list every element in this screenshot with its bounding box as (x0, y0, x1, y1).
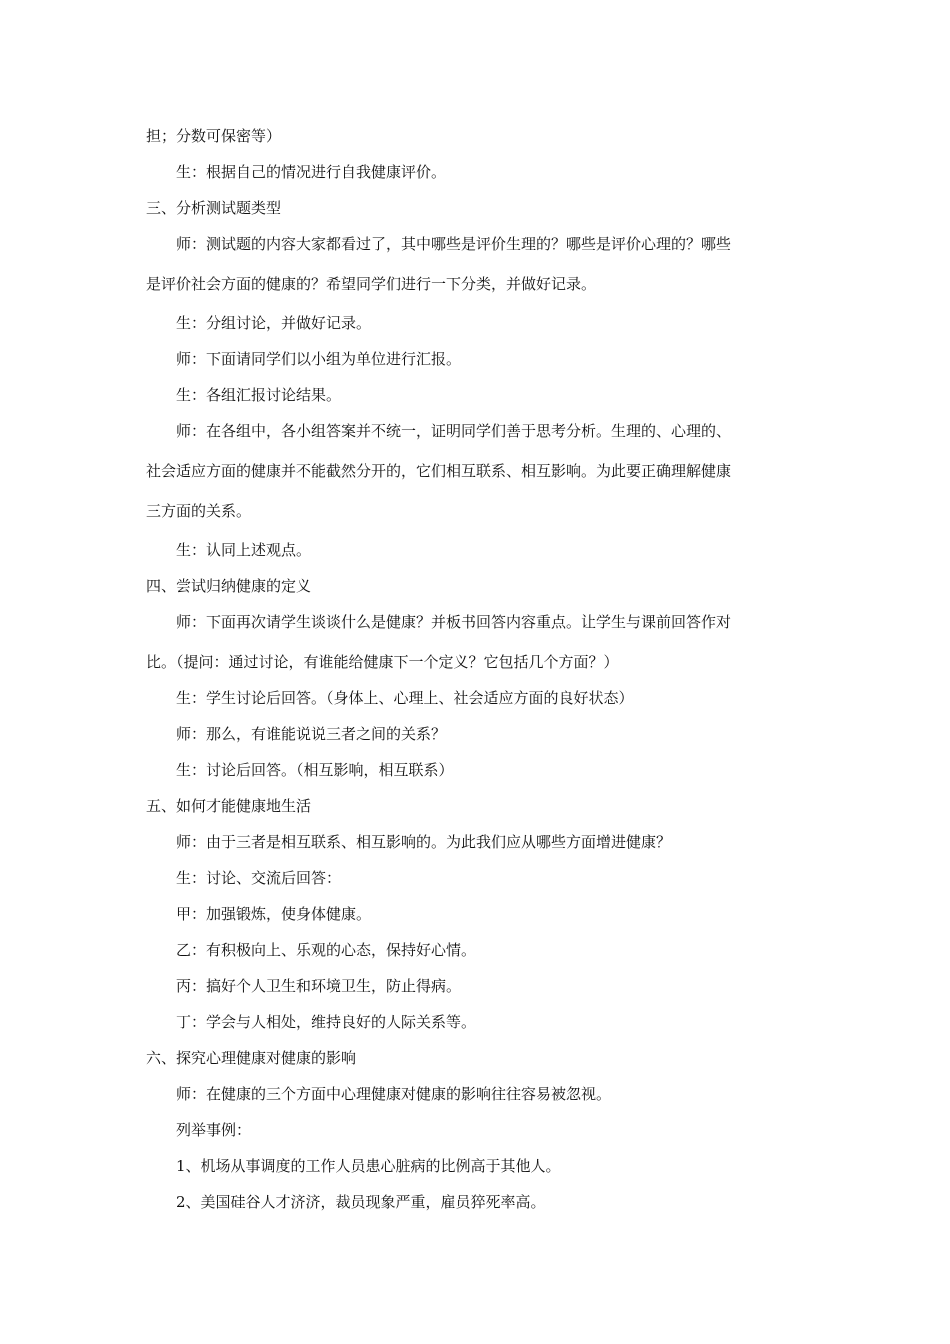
teacher-line: 师：下面再次请学生谈谈什么是健康？并板书回答内容重点。让学生与课前回答作对 (176, 613, 732, 631)
paragraph-continuation: 担；分数可保密等） (146, 127, 282, 145)
section-heading-6: 六、探究心理健康对健康的影响 (146, 1049, 357, 1067)
teacher-line: 师：那么，有谁能说说三者之间的关系？ (176, 725, 447, 743)
student-line: 生：分组讨论，并做好记录。 (176, 314, 372, 332)
paragraph-continuation: 社会适应方面的健康并不能截然分开的，它们相互联系、相互影响。为此要正确理解健康 (146, 462, 732, 480)
list-item: 丁：学会与人相处，维持良好的人际关系等。 (176, 1013, 477, 1031)
student-line: 生：学生讨论后回答。（身体上、心理上、社会适应方面的良好状态） (176, 689, 634, 707)
teacher-line: 师：测试题的内容大家都看过了，其中哪些是评价生理的？哪些是评价心理的？哪些 (176, 235, 732, 253)
examples-label: 列举事例： (176, 1121, 252, 1139)
list-item: 2、美国硅谷人才济济，裁员现象严重，雇员猝死率高。 (176, 1193, 546, 1211)
list-item: 甲：加强锻炼，使身体健康。 (176, 905, 372, 923)
section-heading-4: 四、尝试归纳健康的定义 (146, 577, 312, 595)
section-heading-3: 三、分析测试题类型 (146, 199, 282, 217)
list-item: 乙：有积极向上、乐观的心态，保持好心情。 (176, 941, 477, 959)
paragraph-continuation: 比。（提问：通过讨论，有谁能给健康下一个定义？它包括几个方面？） (146, 653, 619, 671)
student-line: 生：讨论后回答。（相互影响，相互联系） (176, 761, 454, 779)
teacher-line: 师：在各组中，各小组答案并不统一，证明同学们善于思考分析。生理的、心理的、 (176, 422, 732, 440)
student-line: 生：讨论、交流后回答： (176, 869, 342, 887)
student-line: 生：根据自己的情况进行自我健康评价。 (176, 163, 447, 181)
student-line: 生：各组汇报讨论结果。 (176, 386, 342, 404)
student-line: 生：认同上述观点。 (176, 541, 312, 559)
teacher-line: 师：在健康的三个方面中心理健康对健康的影响往往容易被忽视。 (176, 1085, 612, 1103)
paragraph-continuation: 三方面的关系。 (146, 502, 252, 520)
list-item: 丙：搞好个人卫生和环境卫生，防止得病。 (176, 977, 462, 995)
teacher-line: 师：下面请同学们以小组为单位进行汇报。 (176, 350, 462, 368)
list-item: 1、机场从事调度的工作人员患心脏病的比例高于其他人。 (176, 1157, 561, 1175)
paragraph-continuation: 是评价社会方面的健康的？希望同学们进行一下分类，并做好记录。 (146, 275, 597, 293)
section-heading-5: 五、如何才能健康地生活 (146, 797, 312, 815)
teacher-line: 师：由于三者是相互联系、相互影响的。为此我们应从哪些方面增进健康？ (176, 833, 672, 851)
